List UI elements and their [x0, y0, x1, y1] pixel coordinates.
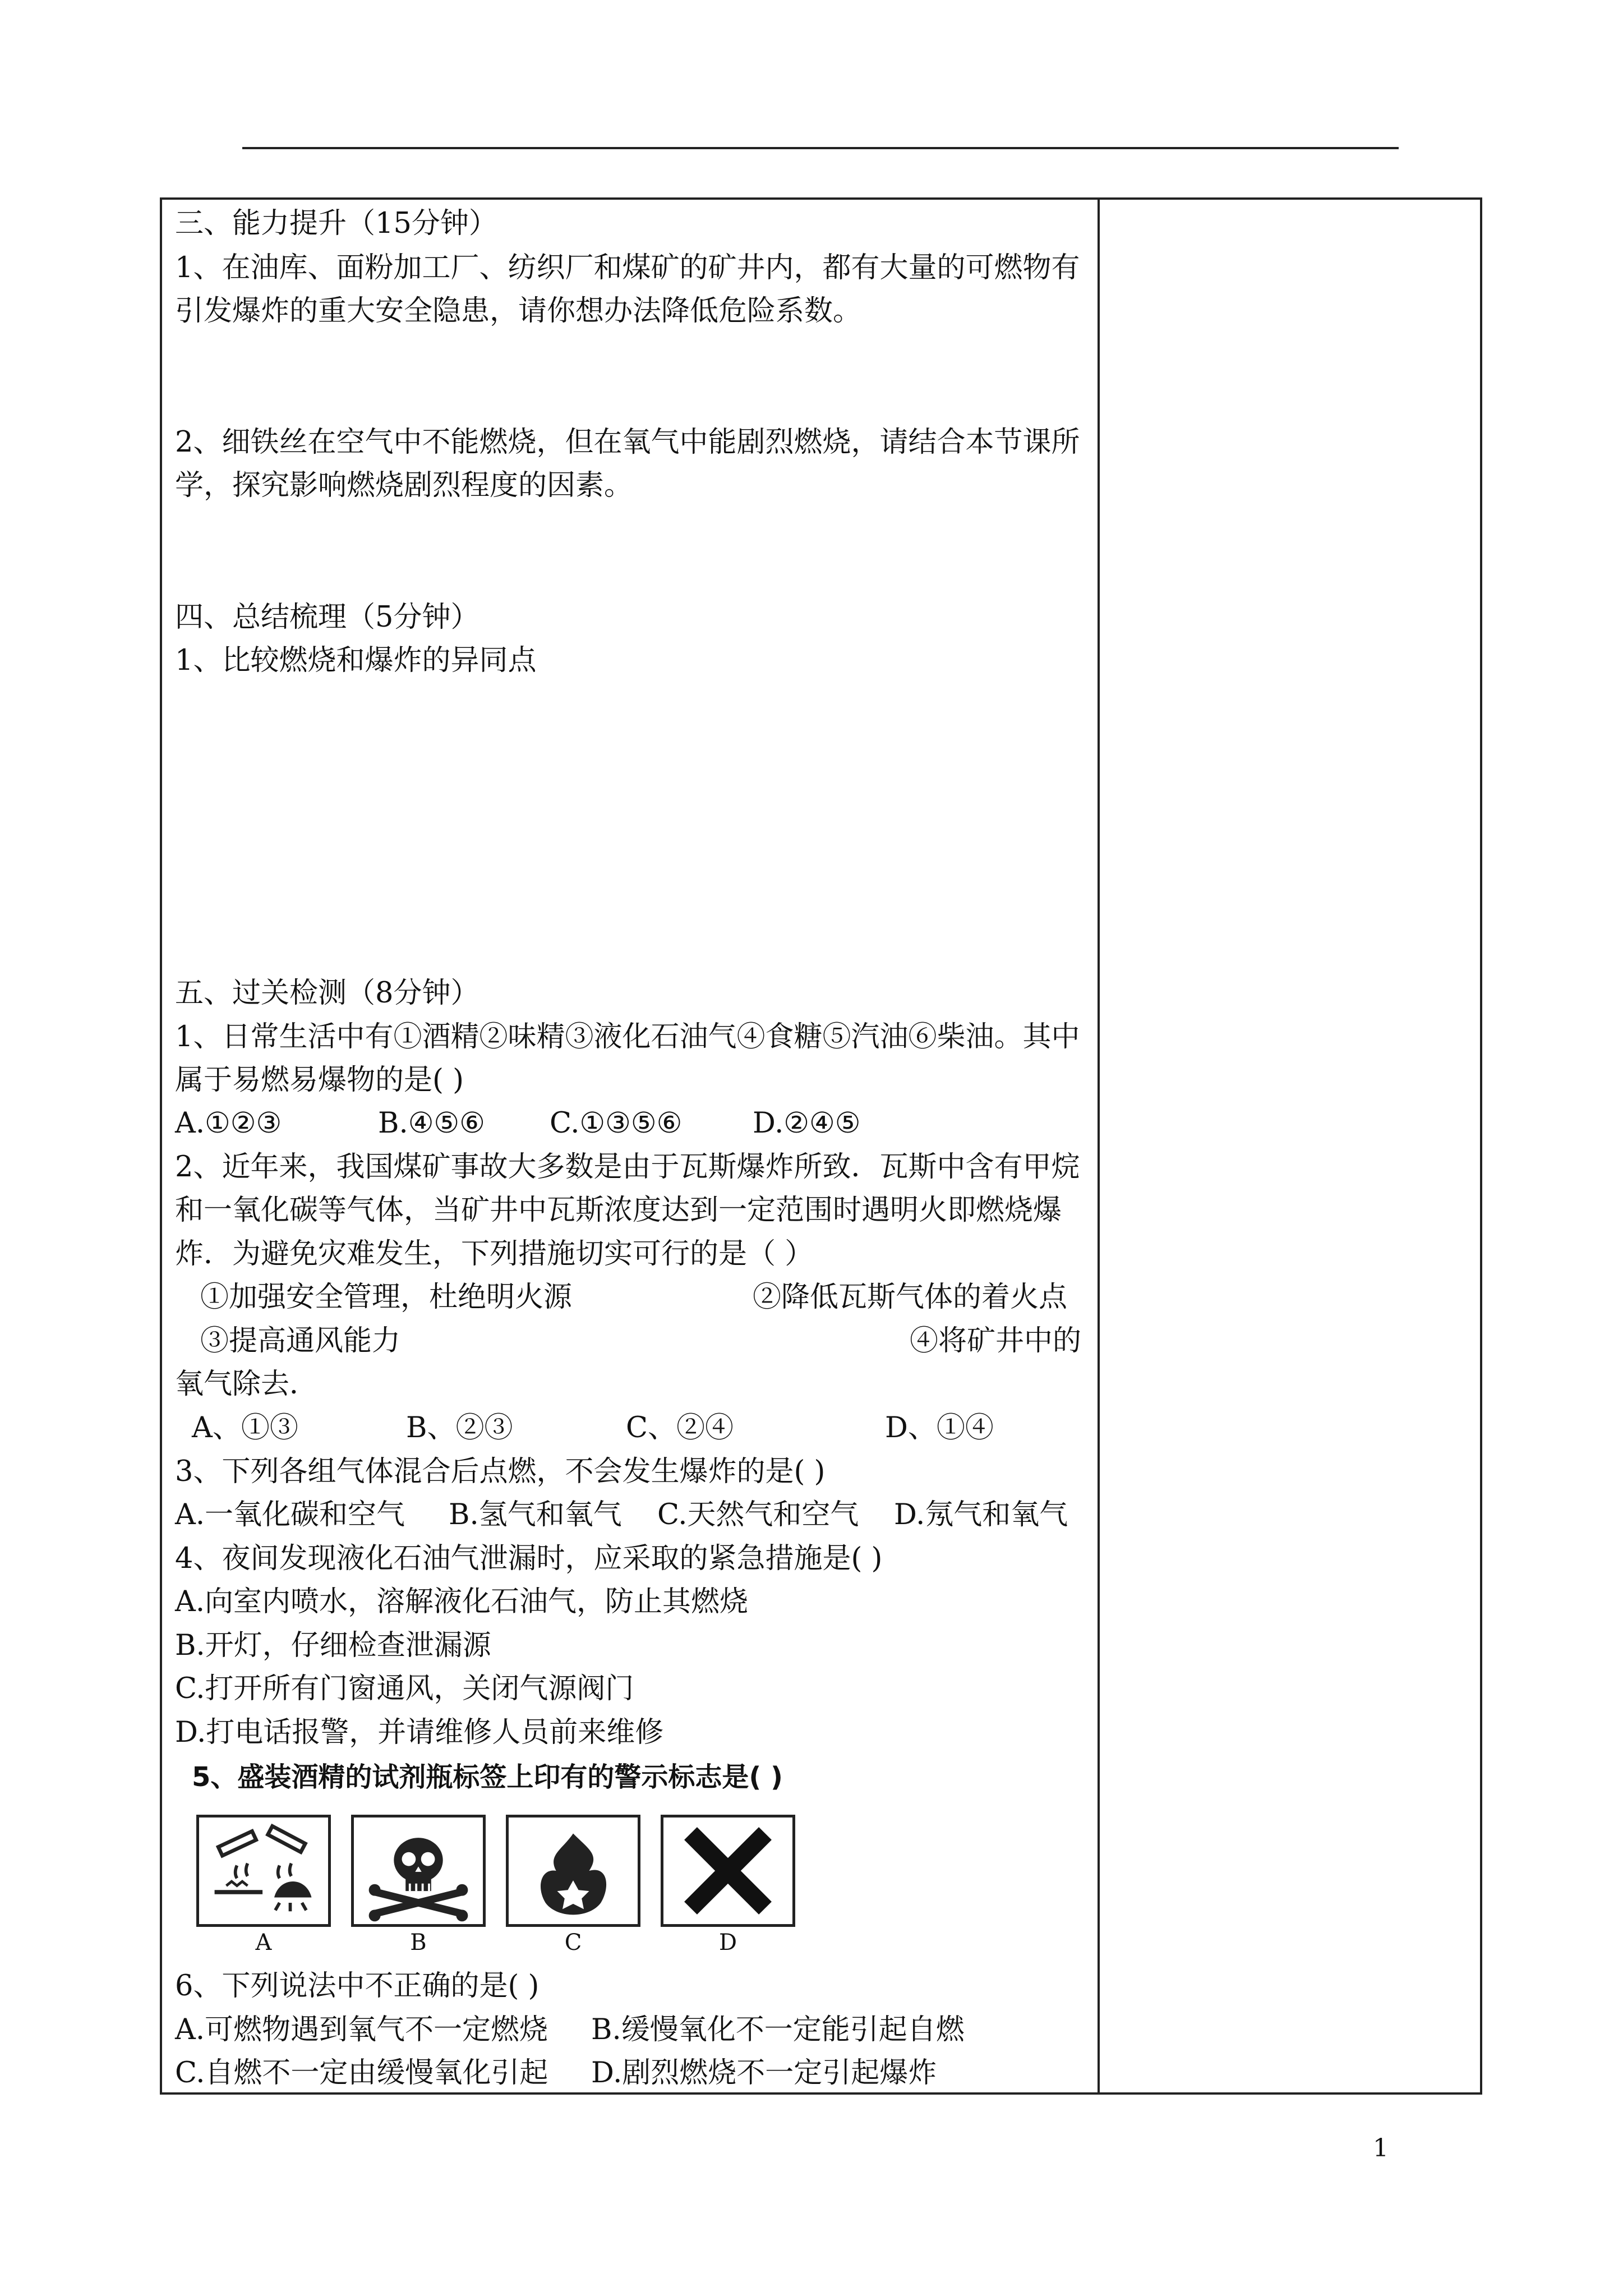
s5-q6-option-b: B.缓慢氧化不一定能引起自燃: [591, 2013, 965, 2046]
s4-q1: 1、比较燃烧和爆炸的异同点: [175, 644, 537, 677]
s5-q6-option-d: D.剧烈燃烧不一定引起爆炸: [591, 2056, 937, 2090]
notes-column-divider: [1098, 197, 1100, 2095]
s5-q1-option-b: B.④⑤⑥: [378, 1107, 485, 1140]
s3-q1-line1: 1、在油库、面粉加工厂、纺织厂和煤矿的矿井内，都有大量的可燃物有: [175, 251, 1080, 284]
s5-q4-line1: 4、夜间发现液化石油气泄漏时，应采取的紧急措施是( ): [175, 1542, 883, 1575]
icon-label-b: B: [410, 1930, 427, 1955]
s5-q1-option-d: D.②④⑤: [753, 1107, 861, 1140]
s5-q2-measure-3: ③提高通风能力: [200, 1324, 401, 1358]
s5-q2-option-c: C、②④: [626, 1411, 734, 1444]
page-number: 1: [1373, 2134, 1389, 2162]
s5-q4-option-a: A.向室内喷水，溶解液化石油气，防止其燃烧: [175, 1585, 749, 1618]
s3-q2-line2: 学，探究影响燃烧剧烈程度的因素。: [175, 469, 633, 502]
s5-q1-line1: 1、日常生活中有①酒精②味精③液化石油气④食糖⑤汽油⑥柴油。其中: [175, 1020, 1080, 1053]
s5-q1-option-c: C.①③⑤⑥: [550, 1107, 683, 1140]
icon-label-c: C: [564, 1930, 582, 1955]
s5-q6-option-c: C.自燃不一定由缓慢氧化引起: [175, 2056, 548, 2090]
s5-q4-option-c: C.打开所有门窗通风，关闭气源阀门: [175, 1672, 634, 1705]
s5-q1-option-a: A.①②③: [175, 1107, 282, 1140]
s5-q2-line2: 和一氧化碳等气体，当矿井中瓦斯浓度达到一定范围时遇明火即燃烧爆: [175, 1194, 1062, 1227]
s5-q6-line1: 6、下列说法中不正确的是( ): [175, 1970, 540, 2003]
s5-q6-option-a: A.可燃物遇到氧气不一定燃烧: [175, 2013, 548, 2046]
s5-q5-line1: 5、盛装酒精的试剂瓶标签上印有的警示标志是( ): [192, 1761, 783, 1793]
harmful-x-icon: [661, 1815, 795, 1927]
s3-q1-line2: 引发爆炸的重大安全隐患，请你想办法降低危险系数。: [175, 295, 862, 328]
s5-q2-measure-4: ④将矿井中的: [910, 1324, 1082, 1358]
corrosive-icon: [196, 1815, 331, 1927]
s5-q2-measure-1: ①加强安全管理，杜绝明火源: [200, 1281, 573, 1314]
section-5-title: 五、过关检测（8分钟）: [175, 977, 479, 1010]
icon-label-d: D: [718, 1930, 737, 1955]
q5-warning-icons: [196, 1815, 824, 1961]
s5-q2-line-last: 氧气除去．: [175, 1368, 319, 1401]
toxic-skull-icon: [351, 1815, 486, 1927]
s5-q2-option-d: D、①④: [885, 1411, 994, 1444]
s5-q3-option-d: D.氖气和氧气: [894, 1498, 1068, 1531]
icon-label-a: A: [255, 1930, 272, 1955]
s5-q3-option-a: A.一氧化碳和空气: [175, 1498, 405, 1531]
s5-q2-measure-2: ②降低瓦斯气体的着火点: [753, 1281, 1068, 1314]
s5-q2-line1: 2、近年来，我国煤矿事故大多数是由于瓦斯爆炸所致．瓦斯中含有甲烷: [175, 1151, 1080, 1184]
s5-q4-option-d: D.打电话报警，并请维修人员前来维修: [175, 1716, 664, 1749]
s5-q4-option-b: B.开灯，仔细检查泄漏源: [175, 1629, 491, 1662]
explosive-flame-icon: [506, 1815, 640, 1927]
s3-q2-line1: 2、细铁丝在空气中不能燃烧，但在氧气中能剧烈燃烧，请结合本节课所: [175, 426, 1080, 459]
s5-q2-option-a: A、①③: [192, 1411, 298, 1444]
s5-q2-line3: 炸．为避免灾难发生，下列措施切实可行的是（ ）: [175, 1237, 814, 1271]
s5-q3-line1: 3、下列各组气体混合后点燃，不会发生爆炸的是( ): [175, 1455, 826, 1488]
s5-q2-option-b: B、②③: [406, 1411, 513, 1444]
section-4-title: 四、总结梳理（5分钟）: [175, 601, 479, 634]
header-rule: [242, 147, 1399, 149]
s5-q3-option-c: C.天然气和空气: [657, 1498, 859, 1531]
section-3-title: 三、能力提升（15分钟）: [175, 207, 497, 240]
s5-q1-line2: 属于易燃易爆物的是( ): [175, 1064, 464, 1097]
s5-q3-option-b: B.氢气和氧气: [449, 1498, 622, 1531]
